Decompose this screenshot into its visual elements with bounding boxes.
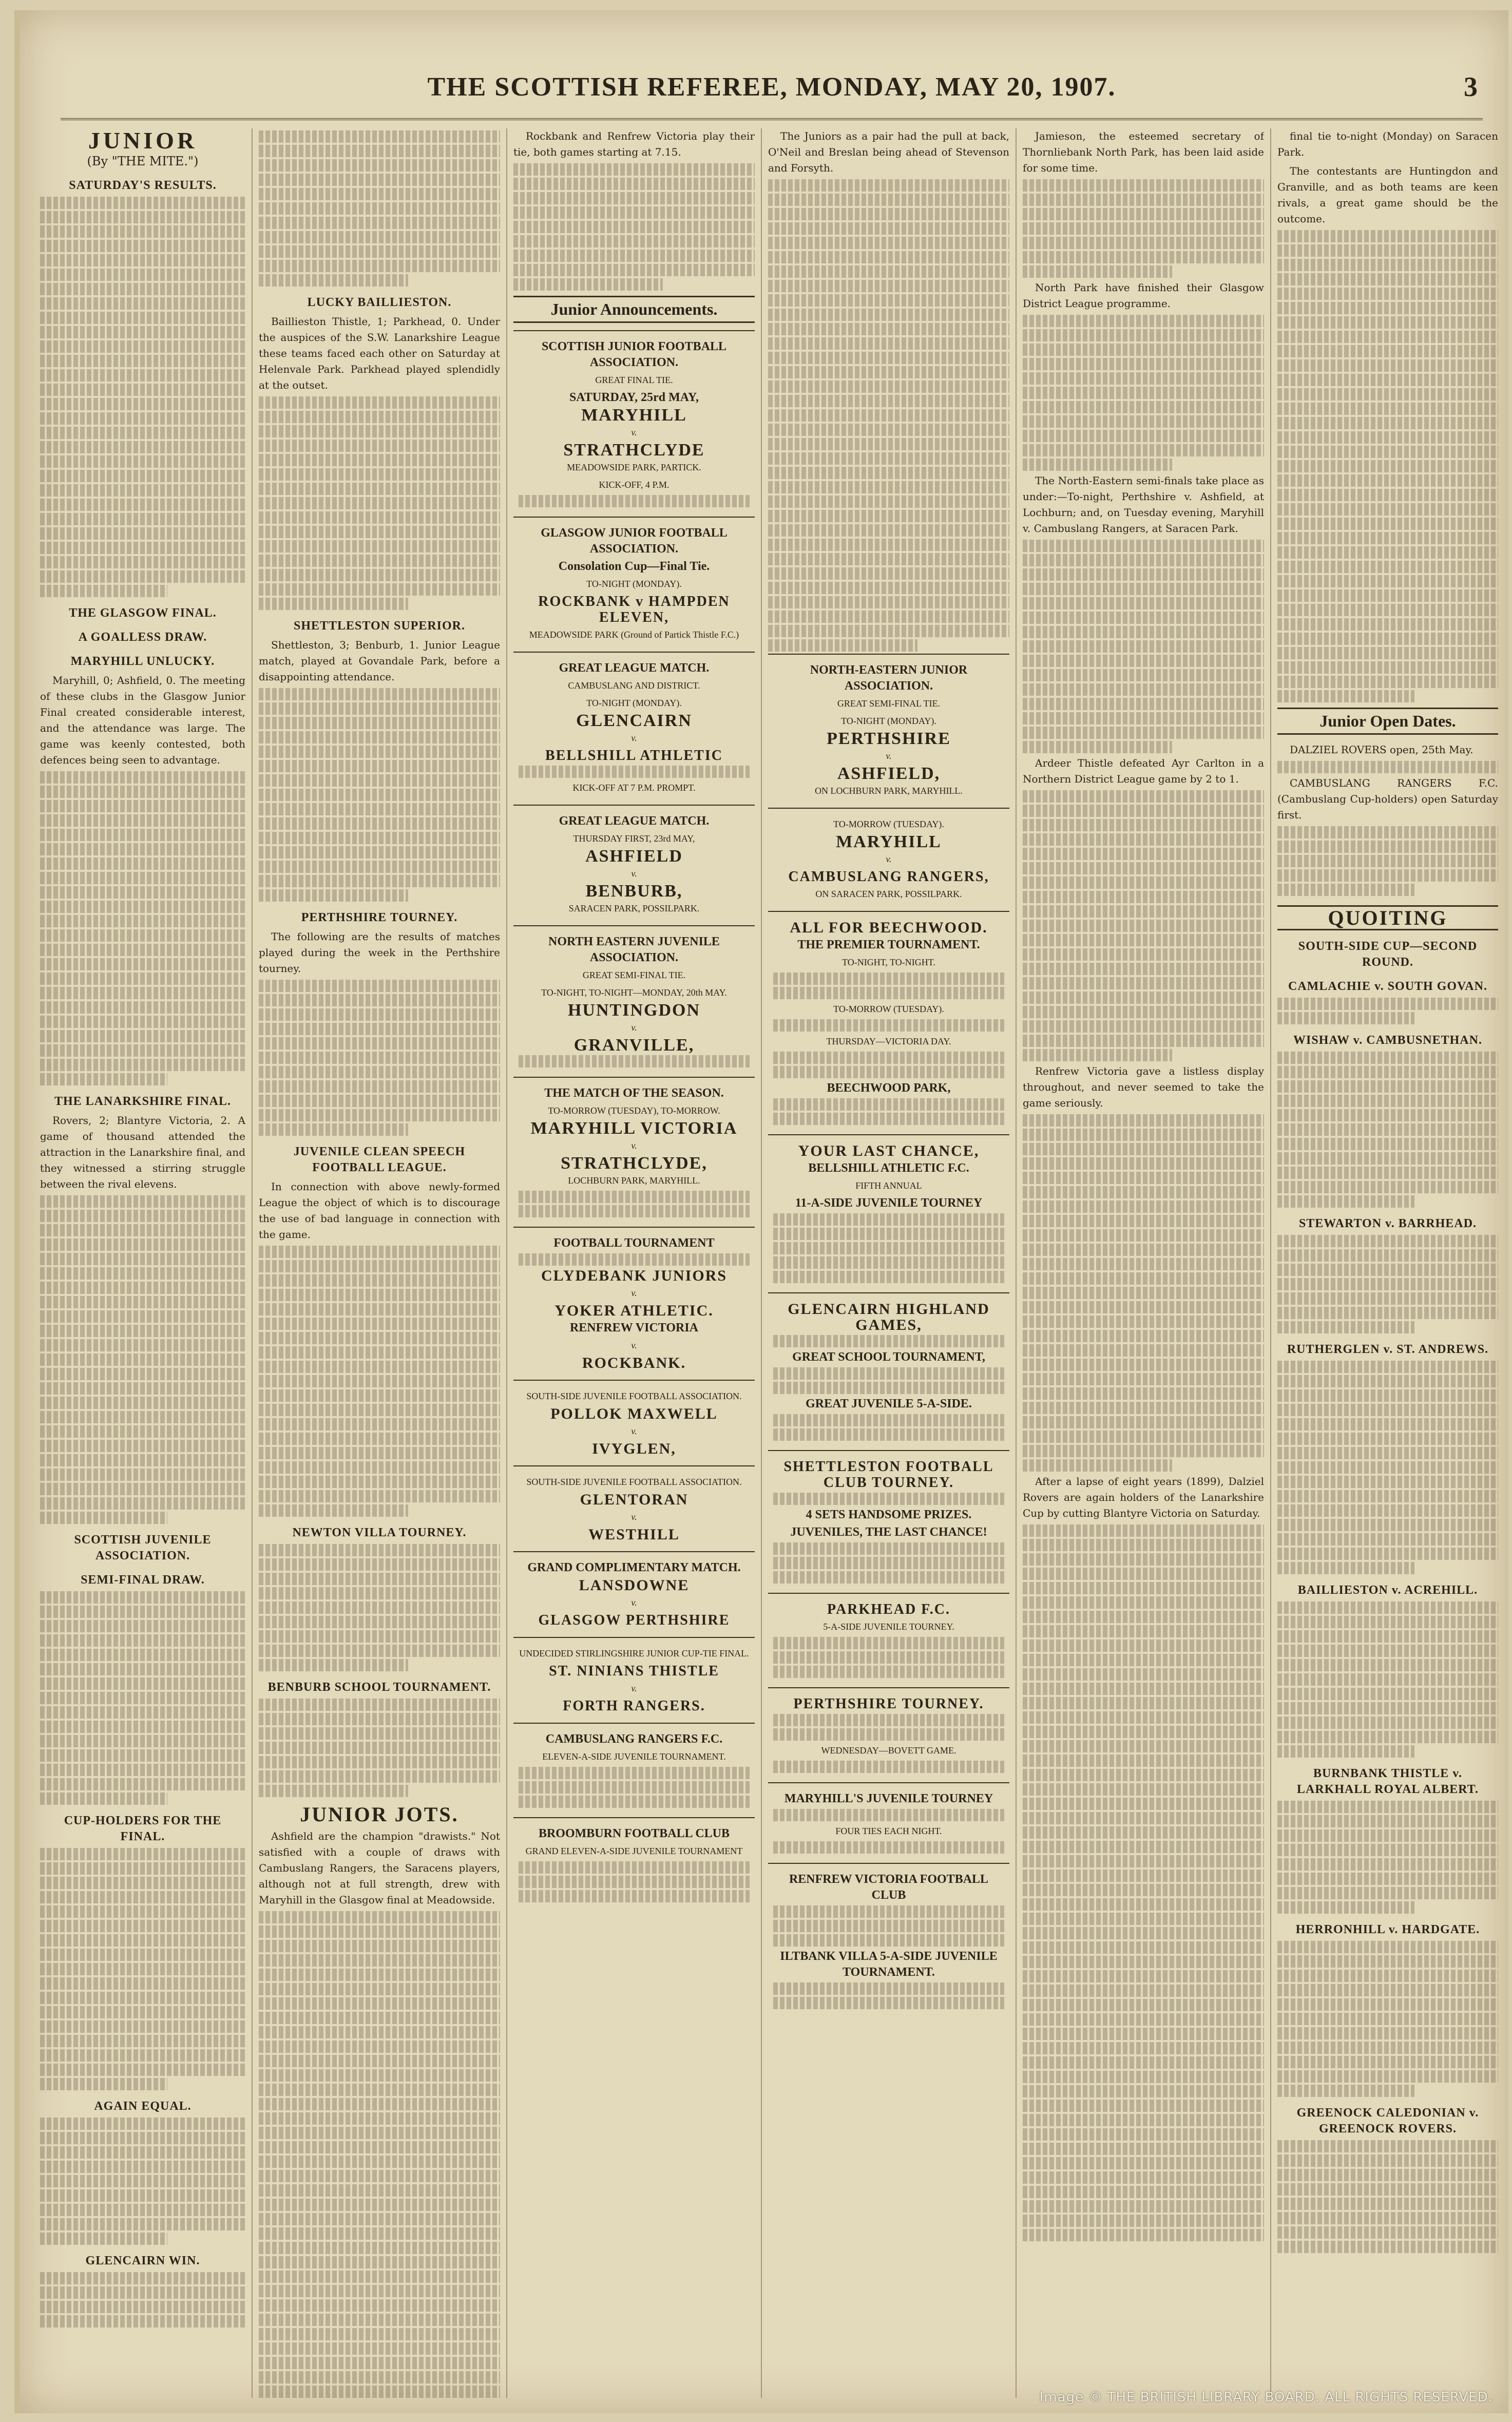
cup-holders-heading: CUP-HOLDERS FOR THE FINAL.: [64, 1814, 222, 1843]
article-paragraph: The contestants are Huntingdon and Granville, and as both teams are keen rivals, a great game should be the outcome.: [1277, 165, 1498, 225]
quoiting-match-heading: RUTHERGLEN v. ST. ANDREWS.: [1287, 1343, 1489, 1356]
quoiting-match-heading: WISHAW v. CAMBUSNETHAN.: [1293, 1034, 1482, 1047]
advert-beechwood: ALL FOR BEECHWOOD. THE PREMIER TOURNAMENT. TO-NIGHT, TO-NIGHT. TO-MORROW (TUESDAY). THURSDAY—VICTORIA DAY. BEECHWOOD PARK,: [768, 911, 1009, 1134]
open-date-entry: CAMBUSLANG RANGERS F.C. (Cambuslang Cup-holders) open Saturday first.: [1277, 777, 1498, 821]
advert-huntingdon-granville: NORTH EASTERN JUVENILE ASSOCIATION. GREAT SEMI-FINAL TIE. TO-NIGHT, TO-NIGHT—MONDAY, 20th MAY. HUNTINGDON v. GRANVILLE,: [513, 925, 755, 1077]
quoiting-heading: QUOITING: [1277, 905, 1498, 930]
newspaper-page: [14, 10, 1508, 2413]
advert-parkhead: PARKHEAD F.C. 5-A-SIDE JUVENILE TOURNEY.: [768, 1593, 1009, 1687]
advert-glentoran-westhill: SOUTH-SIDE JUVENILE FOOTBALL ASSOCIATION. GLENTORAN v. WESTHILL: [513, 1465, 755, 1551]
quoiting-match-heading: BAILLIESTON v. ACREHILL.: [1297, 1584, 1478, 1597]
quoiting-match-heading: STEWARTON v. BARRHEAD.: [1298, 1217, 1477, 1230]
masthead-title: THE SCOTTISH REFEREE, MONDAY, MAY 20, 1907.: [427, 72, 1116, 102]
advert-glencairn-bellshill: GREAT LEAGUE MATCH. CAMBUSLANG AND DISTRICT. TO-NIGHT (MONDAY). GLENCAIRN v. BELLSHILL ATHLETIC KICK-OFF AT 7 P.M. PROMPT.: [513, 652, 755, 805]
advert-broomburn: BROOMBURN FOOTBALL CLUB GRAND ELEVEN-A-SIDE JUVENILE TOURNAMENT: [513, 1817, 755, 1912]
clean-speech-league-heading: JUVENILE CLEAN SPEECH FOOTBALL LEAGUE.: [293, 1145, 466, 1174]
newton-villa-heading: NEWTON VILLA TOURNEY.: [292, 1526, 467, 1539]
advert-scottish-junior-final: SCOTTISH JUNIOR FOOTBALL ASSOCIATION. GREAT FINAL TIE. SATURDAY, 25rd MAY, MARYHILL v. STRATHCLYDE MEADOWSIDE PARK, PARTICK. KICK-OFF, 4 P.M.: [513, 330, 755, 517]
article-paragraph: Rovers, 2; Blantyre Victoria, 2. A game of thousand attended the attraction in the Lanarkshire final, and they witnessed a stirring struggle between the rival elevens.: [40, 1114, 245, 1190]
results-heading: SATURDAY'S RESULTS.: [69, 179, 217, 192]
junior-jots-heading: JUNIOR JOTS.: [300, 1803, 459, 1826]
advert-maryhill-juvenile: MARYHILL'S JUVENILE TOURNEY FOUR TIES EACH NIGHT.: [768, 1782, 1009, 1863]
page-number: 3: [1464, 71, 1478, 102]
goalless-draw-heading: A GOALLESS DRAW.: [78, 631, 207, 644]
article-paragraph: The following are the results of matches played during the week in the Perthshire tourney.: [259, 930, 500, 975]
advert-pollok-ivyglen: SOUTH-SIDE JUVENILE FOOTBALL ASSOCIATION. POLLOK MAXWELL v. IVYGLEN,: [513, 1380, 755, 1465]
advert-st-ninians-forth: UNDECIDED STIRLINGSHIRE JUNIOR CUP-TIE FINAL. ST. NINIANS THISTLE v. FORTH RANGERS.: [513, 1637, 755, 1723]
article-paragraph: Ardeer Thistle defeated Ayr Carlton in a Northern District League game by 2 to 1.: [1023, 757, 1264, 785]
advert-cambuslang-rangers: CAMBUSLANG RANGERS F.C. ELEVEN-A-SIDE JUVENILE TOURNAMENT.: [513, 1723, 755, 1817]
advert-bellshill-athletic: YOUR LAST CHANCE, BELLSHILL ATHLETIC F.C. FIFTH ANNUAL 11-A-SIDE JUVENILE TOURNEY: [768, 1134, 1009, 1292]
junior-announcements-heading: Junior Announcements.: [513, 296, 755, 323]
article-paragraph: Ashfield are the champion "drawists." Not satisfied with a couple of draws with Cambuslang Rangers, the Saracens players, although not at full strength, drew with Maryhill in the Glasgow final at Meadowside.: [259, 1830, 500, 1906]
article-paragraph: Shettleston, 3; Benburb, 1. Junior League match, played at Govandale Park, before a disappointing attendance.: [259, 639, 500, 683]
perthshire-tourney-heading: PERTHSHIRE TOURNEY.: [301, 911, 458, 924]
again-equal-heading: AGAIN EQUAL.: [94, 2100, 192, 2113]
advert-renfrew-iltbank: RENFREW VICTORIA FOOTBALL CLUB ILTBANK VILLA 5-A-SIDE JUVENILE TOURNAMENT.: [768, 1863, 1009, 2018]
column-6: [1277, 128, 1498, 2398]
advert-maryhill-cambuslang: TO-MORROW (TUESDAY). MARYHILL v. CAMBUSLANG RANGERS, ON SARACEN PARK, POSSILPARK.: [768, 808, 1009, 911]
glasgow-final-heading: THE GLASGOW FINAL.: [69, 606, 217, 620]
byline: (By "THE MITE."): [87, 154, 199, 168]
advert-ashfield-benburb: GREAT LEAGUE MATCH. THURSDAY FIRST, 23rd MAY, ASHFIELD v. BENBURB, SARACEN PARK, POSSILPARK.: [513, 805, 755, 925]
article-paragraph: After a lapse of eight years (1899), Dalziel Rovers are again holders of the Lanarkshire Cup by cutting Blantyre Victoria on Saturday.: [1023, 1475, 1264, 1519]
lucky-baillieston-heading: LUCKY BAILLIESTON.: [307, 296, 452, 309]
article-paragraph: Jamieson, the esteemed secretary of Thornliebank North Park, has been laid aside for some time.: [1023, 130, 1264, 174]
article-paragraph: Baillieston Thistle, 1; Parkhead, 0. Under the auspices of the S.W. Lanarkshire League these teams faced each other on Saturday at Helenvale Park. Parkhead played splendidly at the outset.: [259, 315, 500, 391]
glencairn-win-heading: GLENCAIRN WIN.: [85, 2254, 200, 2267]
column-2: [259, 128, 500, 2398]
column-5: [1023, 128, 1264, 2398]
juvenile-association-heading: SCOTTISH JUVENILE ASSOCIATION.: [74, 1533, 212, 1562]
advert-shettleston-tourney: SHETTLESTON FOOTBALL CLUB TOURNEY. 4 SETS HANDSOME PRIZES. JUVENILES, THE LAST CHANCE!: [768, 1450, 1009, 1593]
article-paragraph: The Juniors as a pair had the pull at back, O'Neil and Breslan being ahead of Stevenson and Forsyth.: [768, 130, 1009, 174]
column-4: [768, 128, 1009, 2398]
article-paragraph: Maryhill, 0; Ashfield, 0. The meeting of these clubs in the Glasgow Junior Final created considerable interest, and the attendance was large. The game was keenly contested, both defences being seen to advantage.: [40, 674, 245, 766]
open-dates-heading: Junior Open Dates.: [1277, 708, 1498, 735]
image-credit: Image © THE BRITISH LIBRARY BOARD. ALL RIGHTS RESERVED.: [1039, 2390, 1493, 2405]
advert-glencairn-games: GLENCAIRN HIGHLAND GAMES, GREAT SCHOOL TOURNAMENT, GREAT JUVENILE 5-A-SIDE.: [768, 1292, 1009, 1450]
column-3: [513, 128, 755, 2398]
maryhill-unlucky-heading: MARYHILL UNLUCKY.: [70, 655, 215, 668]
article-paragraph: The North-Eastern semi-finals take place as under:—To-night, Perthshire v. Ashfield, at Lochburn; and, on Tuesday evening, Maryhill v. Cambuslang Rangers, at Saracen Park.: [1023, 474, 1264, 535]
advert-football-tournament: FOOTBALL TOURNAMENT CLYDEBANK JUNIORS v. YOKER ATHLETIC. RENFREW VICTORIA v. ROCKBANK.: [513, 1227, 755, 1380]
shettleston-superior-heading: SHETTLESTON SUPERIOR.: [294, 619, 465, 633]
quoiting-match-heading: GREENOCK CALEDONIAN v. GREENOCK ROVERS.: [1296, 2106, 1479, 2135]
article-paragraph: final tie to-night (Monday) on Saracen Park.: [1277, 130, 1498, 158]
quoiting-sub-heading: SOUTH-SIDE CUP—SECOND ROUND.: [1298, 940, 1478, 969]
quoiting-match-heading: CAMLACHIE v. SOUTH GOVAN.: [1288, 980, 1487, 993]
column-1: [40, 128, 245, 2398]
advert-perthshire-ashfield: NORTH-EASTERN JUNIOR ASSOCIATION. GREAT SEMI-FINAL TIE. TO-NIGHT (MONDAY). PERTHSHIRE v. ASHFIELD, ON LOCHBURN PARK, MARYHILL.: [768, 654, 1009, 808]
benburb-school-heading: BENBURB SCHOOL TOURNAMENT.: [267, 1681, 491, 1694]
open-date-entry: DALZIEL ROVERS open, 25th May.: [1290, 743, 1473, 756]
masthead: [61, 56, 1483, 120]
quoiting-match-heading: HERRONHILL v. HARDGATE.: [1295, 1923, 1480, 1936]
advert-match-of-season: THE MATCH OF THE SEASON. TO-MORROW (TUESDAY), TO-MORROW. MARYHILL VICTORIA v. STRATHCLYDE, LOCHBURN PARK, MARYHILL.: [513, 1077, 755, 1227]
advert-consolation-cup: GLASGOW JUNIOR FOOTBALL ASSOCIATION. Consolation Cup—Final Tie. TO-NIGHT (MONDAY). ROCKBANK v HAMPDEN ELEVEN, MEADOWSIDE PARK (Ground of Partick Thistle F.C.): [513, 517, 755, 652]
article-paragraph: Renfrew Victoria gave a listless display throughout, and never seemed to take the game seriously.: [1023, 1065, 1264, 1109]
junior-heading: JUNIOR: [88, 128, 198, 154]
quoiting-match-heading: BURNBANK THISTLE v. LARKHALL ROYAL ALBERT.: [1297, 1767, 1479, 1796]
lanarkshire-final-heading: THE LANARKSHIRE FINAL.: [54, 1095, 232, 1108]
article-paragraph: North Park have finished their Glasgow District League programme.: [1023, 281, 1264, 310]
advert-perthshire-tourney: PERTHSHIRE TOURNEY. WEDNESDAY—BOVETT GAME.: [768, 1687, 1009, 1782]
advert-lansdowne-perthshire: GRAND COMPLIMENTARY MATCH. LANSDOWNE v. GLASGOW PERTHSHIRE: [513, 1551, 755, 1637]
semi-final-draw-heading: SEMI-FINAL DRAW.: [81, 1573, 205, 1587]
article-paragraph: In connection with above newly-formed League the object of which is to discourage the use of bad language in connection with the game.: [259, 1180, 500, 1241]
article-paragraph: Rockbank and Renfrew Victoria play their tie, both games starting at 7.15.: [513, 130, 755, 158]
